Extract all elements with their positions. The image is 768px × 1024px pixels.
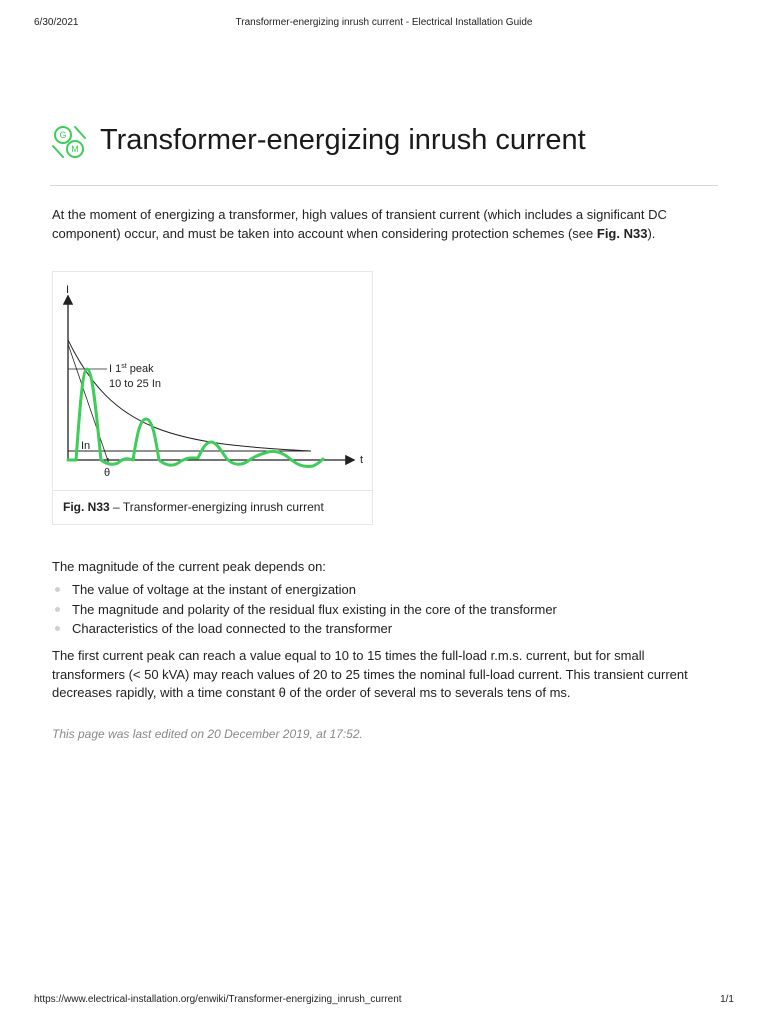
bullet-dot-icon xyxy=(55,607,60,612)
figure-reference-link[interactable]: Fig. N33 xyxy=(596,226,648,241)
lead-text: The magnitude of the current peak depends on: xyxy=(52,559,326,574)
inrush-current-waveform xyxy=(68,369,323,467)
list-item xyxy=(52,600,722,620)
print-date: 6/30/2021 xyxy=(34,17,79,28)
caption-separator: – xyxy=(109,500,123,514)
logo-letter-m: M xyxy=(71,144,79,154)
title-row xyxy=(50,122,718,162)
page-title: Transformer-energizing inrush current xyxy=(100,124,586,156)
list-item xyxy=(52,619,722,639)
body-paragraph: The first current peak can reach a value equal to 10 to 15 times the full-load r.m.s. current, but for small transformers (< 50 kVA) may reach values of 20 to 25 times the nominal full-load current. This transient current decreases rapidly, with a time constant θ of the order of several ms to severals tens of ms. xyxy=(52,648,688,700)
decay-envelope-curve xyxy=(68,340,311,451)
list-item-text: The magnitude and polarity of the residual flux existing in the core of the transformer xyxy=(72,601,557,617)
inrush-current-diagram xyxy=(53,272,373,490)
list-item xyxy=(52,580,722,600)
intro-end: ). xyxy=(647,226,656,241)
bullet-dot-icon xyxy=(55,626,60,631)
page-url: https://www.electrical-installation.org/enwiki/Transformer-energizing_inrush_current xyxy=(34,994,402,1005)
intro-paragraph xyxy=(52,205,722,243)
caption-divider xyxy=(53,490,372,491)
theta-annotation: θ xyxy=(104,467,111,479)
factor-list xyxy=(52,580,722,639)
gm-logo-icon xyxy=(50,124,88,160)
caption-label: Fig. N33 xyxy=(63,500,110,514)
peak-range-annotation: 10 to 25 In xyxy=(109,378,161,390)
last-edited-note: This page was last edited on 20 December 2019, at 17:52. xyxy=(52,727,363,741)
first-peak-annotation: I 1st peak xyxy=(109,363,154,375)
title-divider xyxy=(50,185,718,186)
logo-letter-g: G xyxy=(59,130,67,140)
in-annotation: In xyxy=(81,440,91,452)
caption-text: Transformer-energizing inrush current xyxy=(122,500,324,514)
intro-text: At the moment of energizing a transformer, high values of transient current (which includes a significant DC component) occur, and must be taken into account when considering protection schemes (see xyxy=(52,207,667,241)
print-document-title: Transformer-energizing inrush current - Electrical Installation Guide xyxy=(235,17,533,28)
print-footer xyxy=(34,994,734,1008)
bullet-dot-icon xyxy=(55,587,60,592)
x-axis-label: t xyxy=(360,454,364,466)
page-number: 1/1 xyxy=(720,994,734,1005)
figure-caption xyxy=(63,500,324,514)
list-item-text: Characteristics of the load connected to the transformer xyxy=(72,621,393,636)
list-item-text: The value of voltage at the instant of energization xyxy=(72,582,357,597)
figure-n33 xyxy=(52,271,373,525)
y-axis-label: I xyxy=(66,284,70,296)
print-header xyxy=(34,17,734,31)
